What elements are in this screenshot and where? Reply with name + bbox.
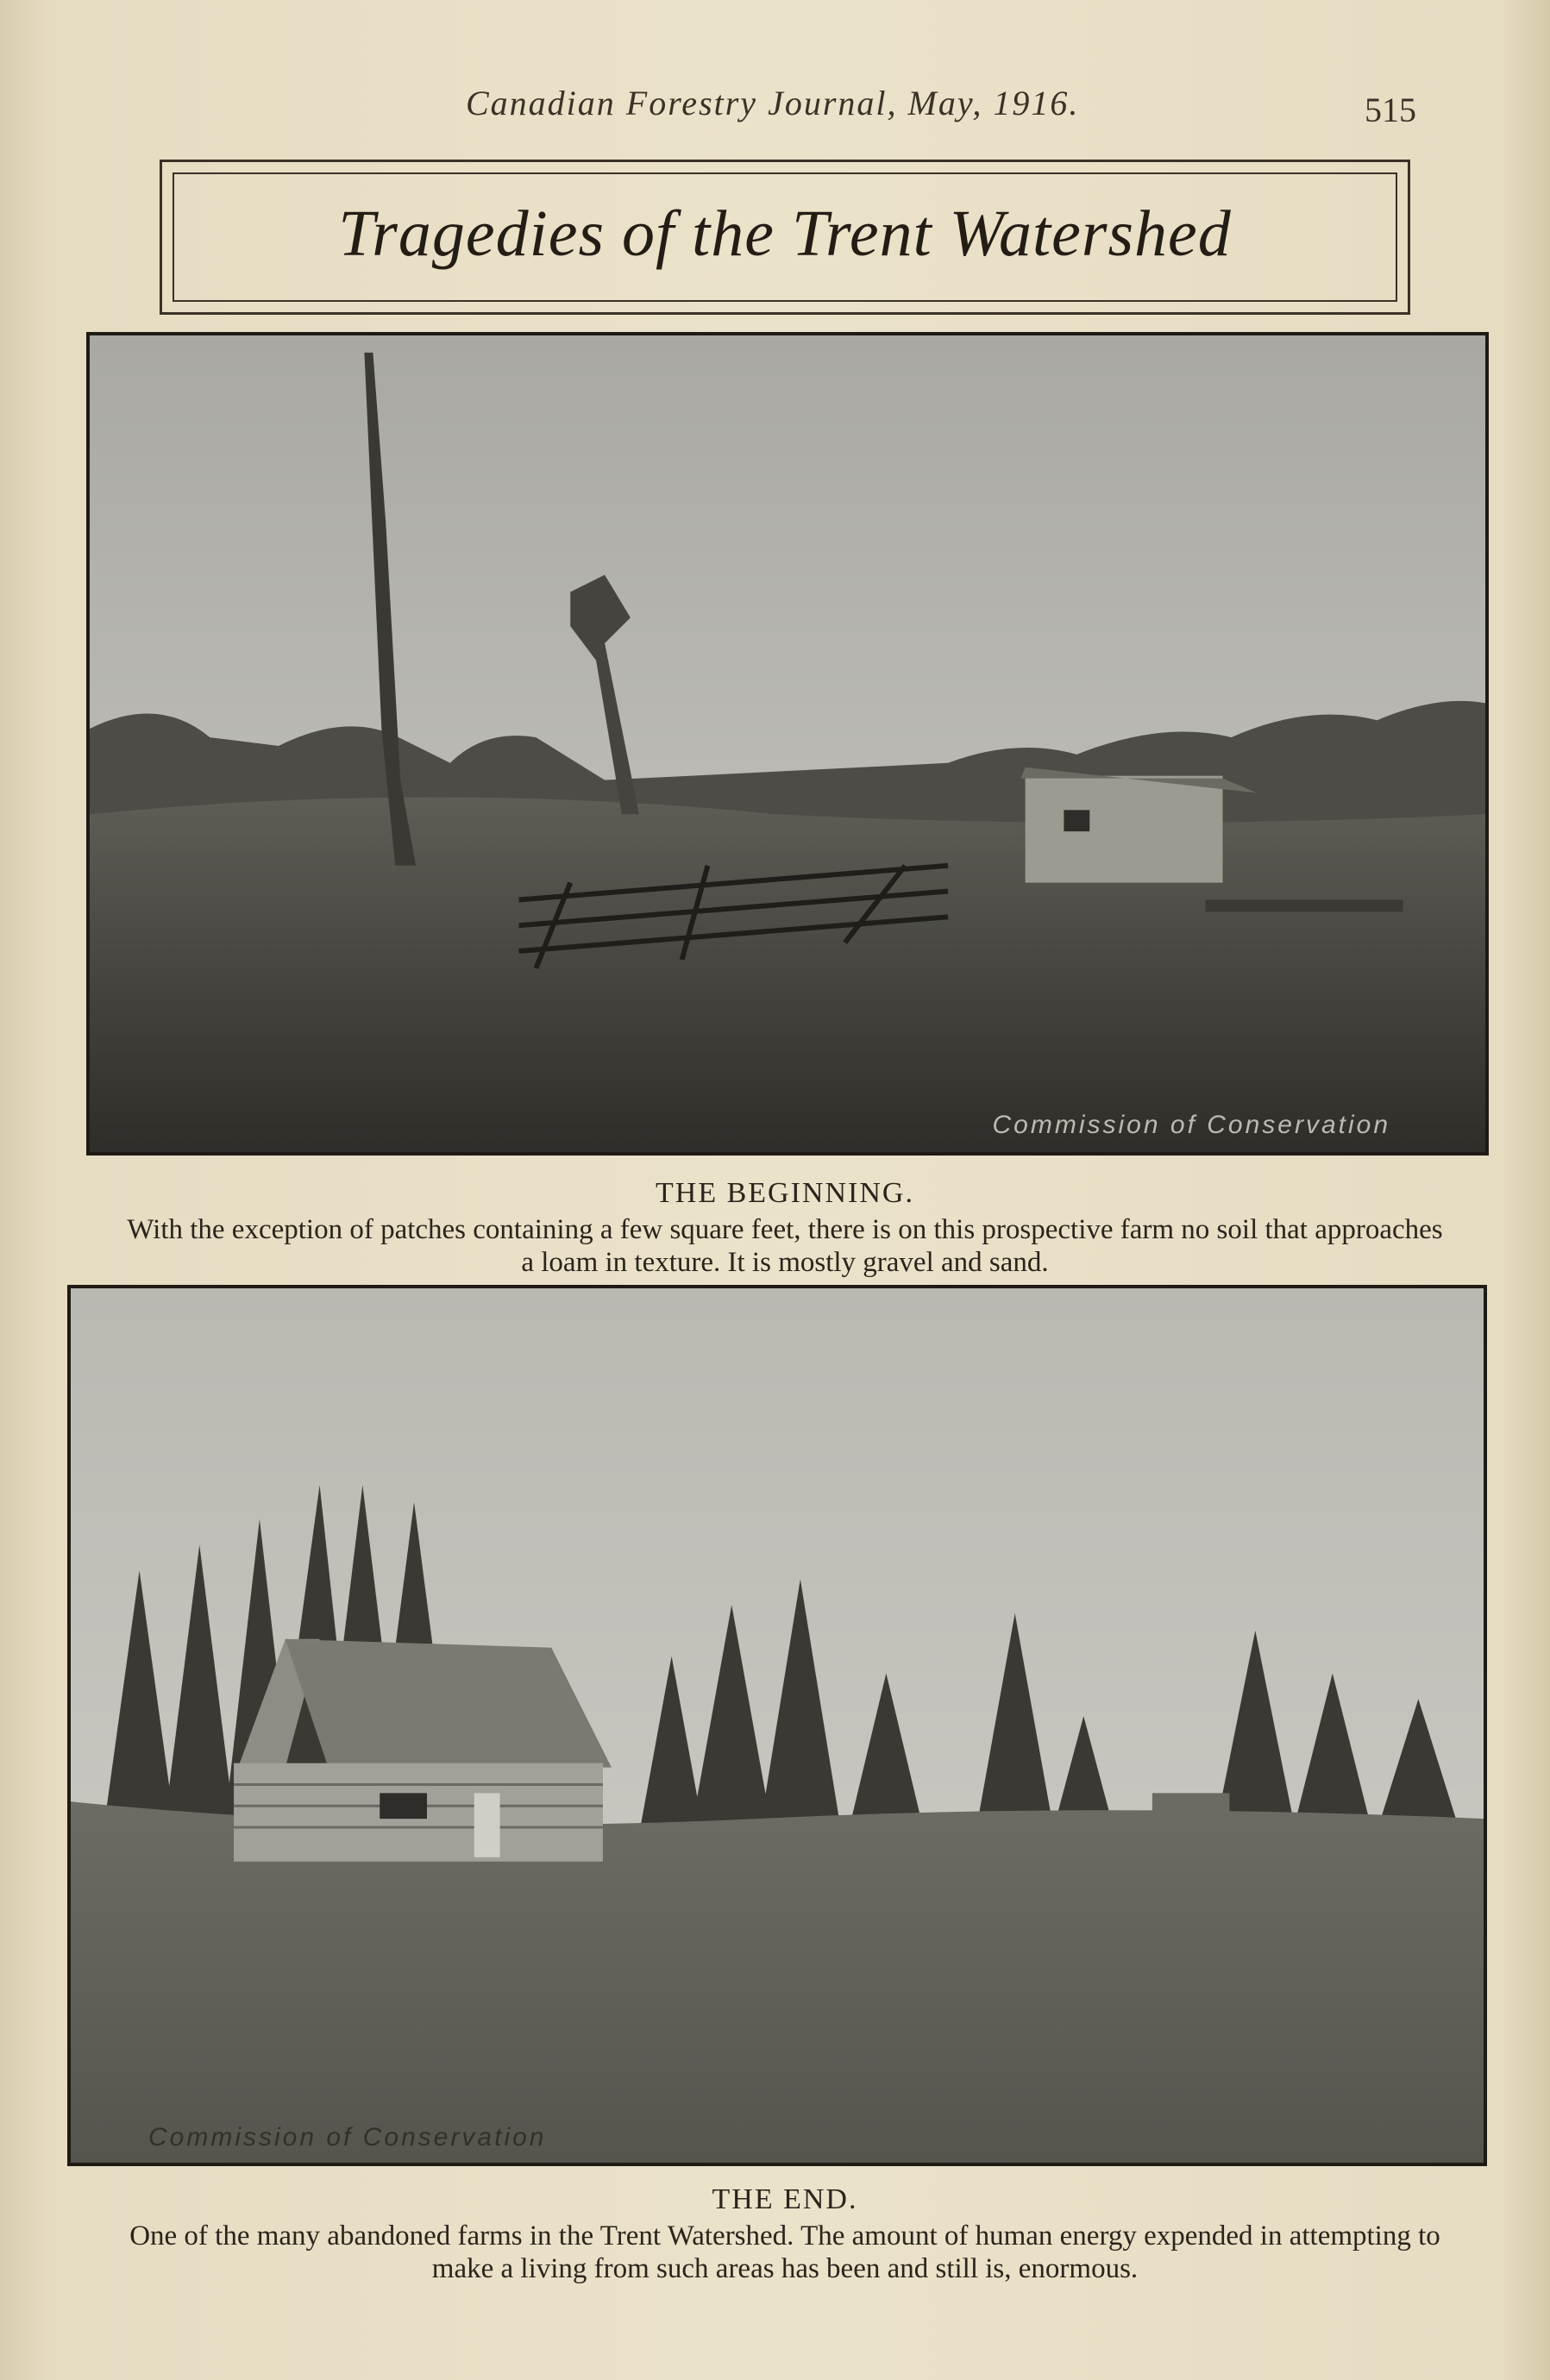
page-number: 515	[1365, 91, 1416, 129]
article-title-box	[160, 160, 1410, 315]
running-head	[0, 83, 1550, 135]
photo-credit: Commission of Conservation	[148, 2123, 547, 2151]
caption-text: With the exception of patches containing a few square feet, there is on this prospective farm no soil that approaches a loam in texture. It is mostly gravel and sand.	[127, 1214, 1443, 1278]
journal-title: Canadian Forestry Journal, May, 1916.	[466, 84, 1080, 122]
photo-credit: Commission of Conservation	[992, 1111, 1390, 1139]
caption-the-beginning	[121, 1177, 1449, 1279]
caption-title: THE BEGINNING.	[656, 1177, 914, 1209]
photo-the-end	[67, 1285, 1487, 2166]
article-title: Tragedies of the Trent Watershed	[338, 197, 1232, 270]
photo-beginning-image	[90, 335, 1485, 1152]
caption-the-end	[121, 2183, 1449, 2285]
caption-title: THE END.	[712, 2183, 858, 2215]
caption-text: One of the many abandoned farms in the Trent Watershed. The amount of human energy expended in attempting to make a living from such areas has been and still is, enormous.	[129, 2220, 1440, 2284]
photo-the-beginning	[86, 332, 1489, 1156]
photo-end-image	[71, 1288, 1484, 2163]
